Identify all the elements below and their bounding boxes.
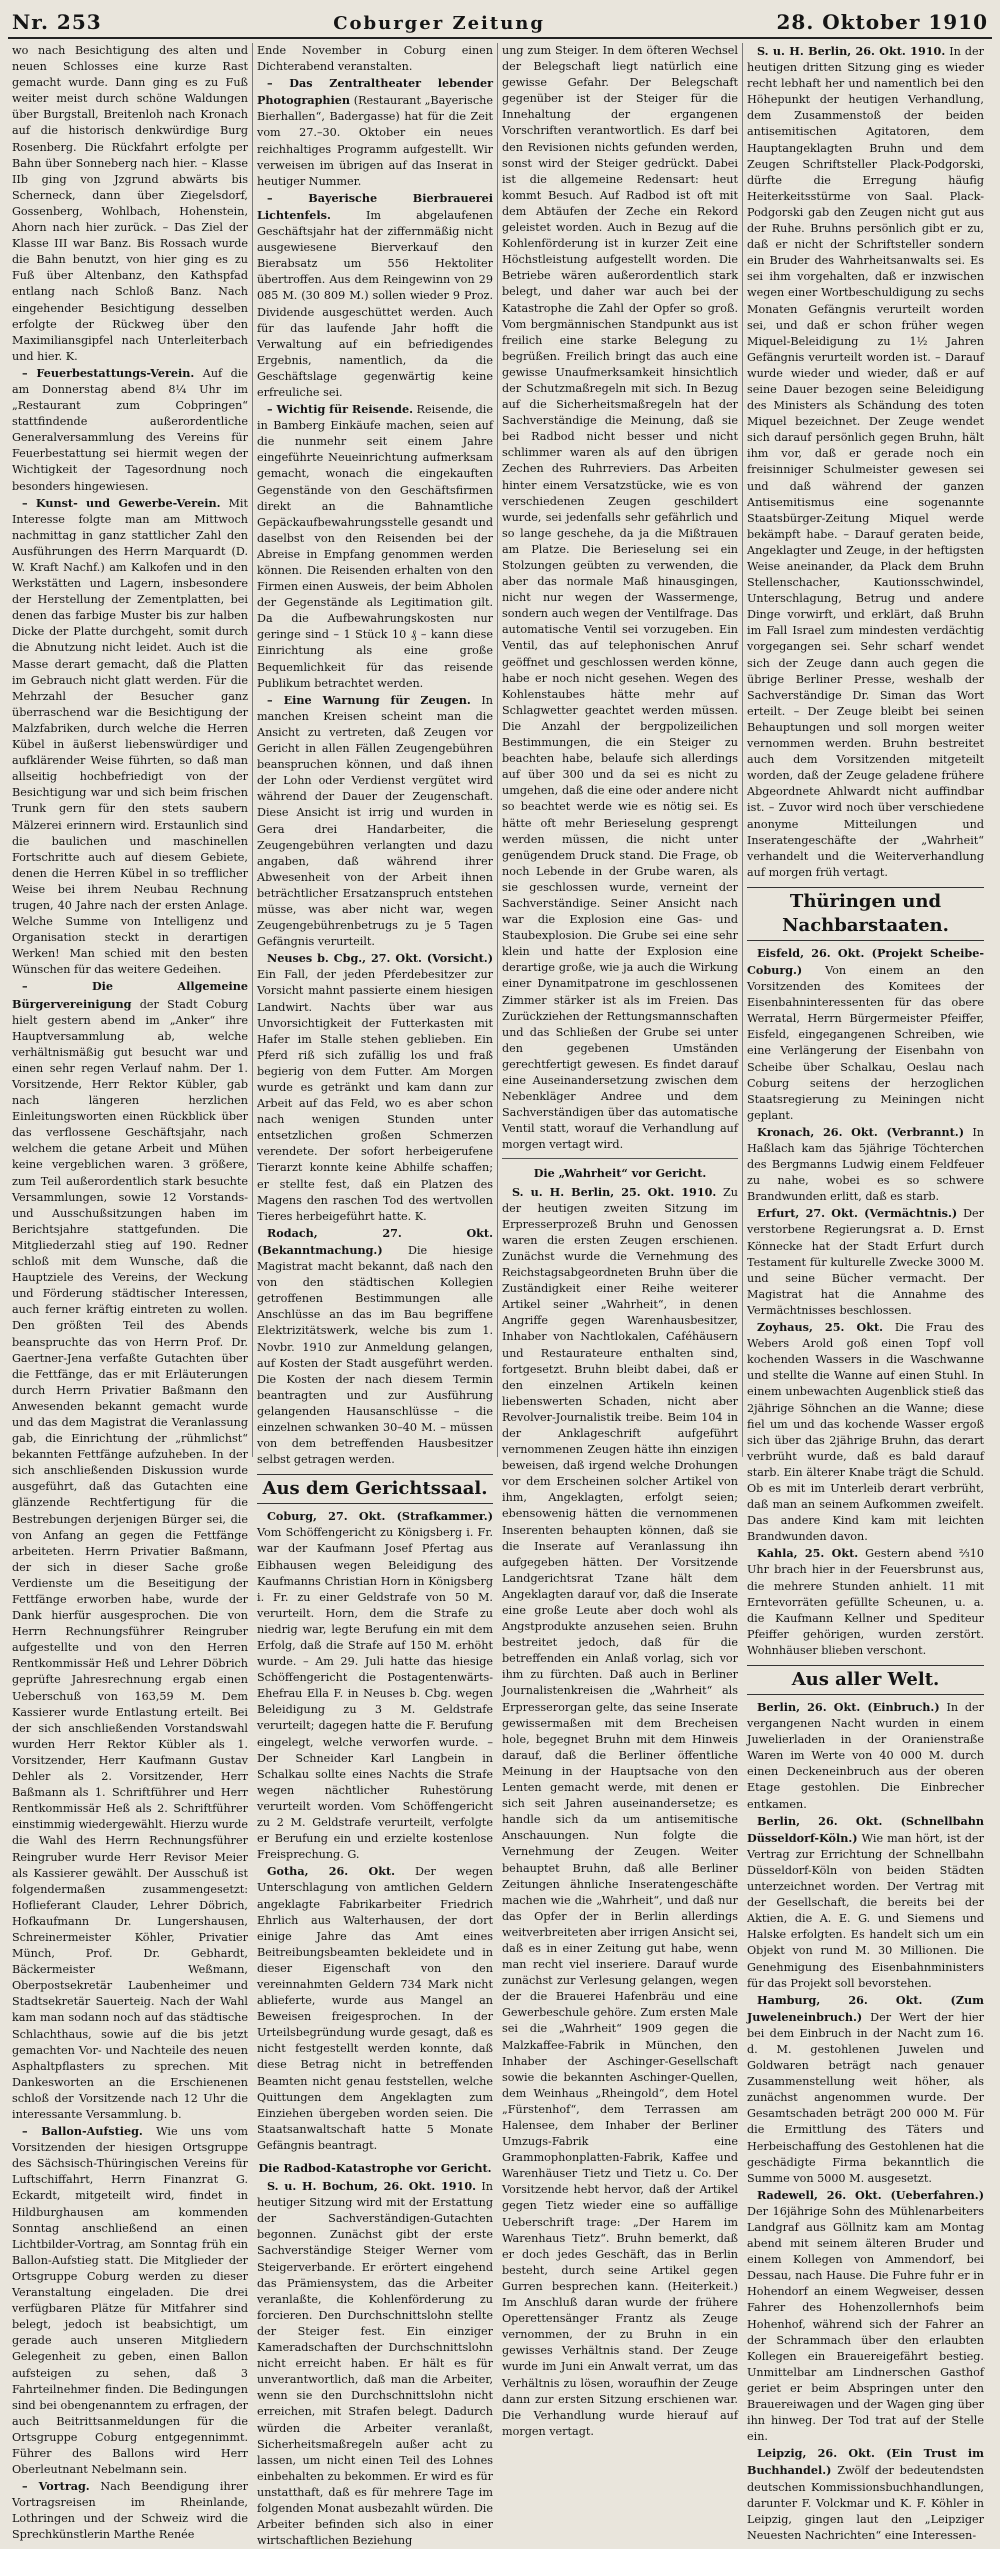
article-heading: – Kunst- und Gewerbe-Verein. [22, 495, 221, 510]
article-heading: Berlin, 26. Okt. (Schnellbahn Düsseldorf-Köln.) [747, 1813, 984, 1845]
article-text: Der 16jährige Sohn des Mühlenarbeiters Landgraf aus Göllnitz kam am Montag abend mit seinem älteren Bruder und einem Kollegen von Ammendorf, bei Dessau, nach Hause. Die Fuhre fuhr er in Hohendorf an einem Wegweiser, dessen Fahrer des Hohenzollernhofs beim Hohenhof, während sich der Fahrer an der Schrammach über den erlaubten Kollegen ein Brauereigefährt bestieg. Unmittelbar am Lindnerschen Gasthof geriet er beim Abspringen unter den Brauereiwagen und der Wagen ging über ihn hinweg. Der Tod trat auf der Stelle ein. [747, 2204, 984, 2444]
article-heading: Kahla, 25. Okt. [757, 1546, 859, 1561]
article-text: Reisende, die in Bamberg Einkäufe machen, seien auf die nunmehr seit einem Jahre eingeführte Neueinrichtung aufmerksam gemacht, wonach die eingekauften Gegenstände von den Geschäftsfirmen direkt an die Bahnamtliche Gepäckaufbewahrungsstelle gesandt und daselbst von den Reisenden bei der Abreise in Empfang genommen werden können. Die Reisenden erhalten von den Firmen einen Ausweis, der beim Abholen der Gegenstände als Legitimation gilt. Da die Aufbewahrungskosten nur geringe sind – 1 Stück 10 ₰ – kann diese Einrichtung als eine große Bequemlichkeit für das reisende Publikum betrachtet werden. [257, 403, 493, 690]
article-text: In heutiger Sitzung wird mit der Erstattung der Sachverständigen-Gutachten begonnen. Zunächst gibt der erste Sachverständige Steiger Werner vom Steigerverbande. Er erörtert eingehend das Prämiensystem, das die Arbeiter veranlaßte, die Kohlenförderung zu forcieren. Den Durchschnittslohn stellte der Steiger fest. Ein einziger Kameradschaften der Durchschnittslohn nicht erreicht haben. Er hält es für unverantwortlich, daß man die Arbeiter, wenn sie den Durchschnittslohn nicht erreichen, mit Strafen belegt. Dadurch würden die Arbeiter veranlaßt, Sicherheitsmaßregeln außer acht zu lassen, um nicht einen Teil des Lohnes einbehalten zu bekommen. Er wird es für unstatthaft, daß es für mehrere Tage im folgenden Monat ausbezahlt würden. Die Arbeiter befinden sich also in einer wirtschaftlichen Beziehung [257, 2180, 493, 2548]
article-text: Der verstorbene Regierungsrat a. D. Ernst Könnecke hat der Stadt Erfurt durch Testament für kulturelle Zwecke 3000 M. und seine Bücher vermacht. Der Magistrat hat die Annahme des Vermächtnisses beschlossen. [747, 1207, 985, 1317]
column-3 [498, 43, 743, 2438]
article-heading: Zoyhaus, 25. Okt. [757, 1320, 884, 1335]
article-heading: Hamburg, 26. Okt. (Zum Juweleneinbruch.) [747, 1992, 984, 2024]
masthead [8, 6, 992, 39]
article-heading: – Wichtig für Reisende. [267, 402, 413, 417]
columns [8, 43, 992, 2548]
article-text: Der wegen Unterschlagung von amtlichen Geldern angeklagte Fabrikarbeiter Friedrich Ehrlich aus Walterhausen, der dort einige Jahre das Amt eines Beitreibungsbeamten bekleidete und in dieser Eigenschaft von den vereinnahmten Geldern 734 Mark nicht ablieferte, wurde aus Mangel an Beweisen freigesprochen. In der Urteilsbegründung wurde gesagt, daß es nicht festgestellt werden konnte, daß diese Betrag nicht in betreffenden Beamten nicht genau feststellen, welche Quittungen dem Angeklagten zum Einziehen übergeben worden seien. Die Staatsanwaltschaft hatte 5 Monate Gefängnis beantragt. [257, 1865, 493, 2152]
article-heading: Neuses b. Cbg., 27. Okt. (Vorsicht.) [267, 951, 493, 966]
article-text: In der heutigen dritten Sitzung ging es wieder recht lebhaft her und namentlich bei den Höhepunkt der heutigen Verhandlung, dem Zusammenstoß der beiden antisemitischen Agitatoren, dem Hauptangeklagten Bruhn und dem Zeugen Schriftsteller Plack-Podgorski, dürfte die Erregung häufig Heiterkeitsstürme von Saal. Plack-Podgorski gab den Zeugen nicht gut aus der Ruhe. Bruhns persönlich gibt er zu, daß er nicht der Schriftsteller sondern ein Bruder des Wahrheitsanwalts sei. Es sei ihm vorgehalten, daß er inzwischen wegen einer Wortbeschuldigung zu sechs Monaten Gefängnis verurteilt worden sei, und daß er schon früher wegen Miquel-Beleidigung zu 1½ Jahren Gefängnis verurteilt worden ist. – Darauf wurde wieder und wieder, daß er auf seine Dauer bezogen seine Beleidigung des Ministers als Schändung des toten Miquel bezeichnet. Der Zeuge wendet sich darauf persönlich gegen Bruhn, hält ihm vor, daß er gerade noch ein freisinniger Schulmeister gewesen sei und daß während der ganzen Antisemitismus eine sogenannte Staatsbürger-Zeitung Miquel werde bekämpft habe. – Darauf geraten beide, Angeklagter und Zeuge, in der heftigsten Weise aneinander, da Plack dem Bruhn Stellenschacher, Kautionsschwindel, Unterschlagung, Betrug und andere Dinge vorwirft, und erklärt, daß Bruhn im Fall Israel zum mindesten verdächtig vorgegangen sei. Sehr scharf wendet sich der Zeuge dann auch gegen die übrige Berliner Presse, weshalb der Sachverständige Dr. Siman das Wort erteilt. – Der Zeuge bleibt bei seinen Behauptungen und soll morgen weiter vernommen werden. Bruhn bestreitet auch dem Vorsitzenden mitgeteilt worden, daß der Zeuge geladene frühere Abgeordnete Ahlwardt nicht auffindbar ist. – Zuvor wird noch über verschiedene anonyme Mitteilungen und Inseratengeschäfte der „Wahrheit“ verhandelt und die Weiterverhandlung auf morgen früh vertagt. [747, 45, 984, 879]
divider [502, 1158, 738, 1159]
newspaper-title: Coburger Zeitung [333, 13, 545, 34]
article-text: Ein Fall, der jeden Pferdebesitzer zur Vorsicht mahnt passierte einem hiesigen Landwirt. Nachts über war aus Unvorsichtigkeit der Futterkasten mit Hafer im Stalle stehen geblieben. Ein Pferd riß sich zufällig los und fraß begierig von dem Futter. Am Morgen wurde es getränkt und kam dann zur Arbeit auf das Feld, wo es aber schon nach wenigen Stunden unter entsetzlichen großen Schmerzen verendete. Der sofort herbeigerufene Tierarzt konnte keine Abhilfe schaffen; er stellte fest, daß ein Platzen des Magens den raschen Tod des wertvollen Tieres herbeigeführt hatte. K. [257, 968, 493, 1223]
subsection-heading: Die Radbod-Katastrophe vor Gericht. [258, 2161, 492, 2175]
article-heading: – Ballon-Aufstieg. [22, 2124, 143, 2139]
section-heading-world: Aus aller Welt. [747, 1665, 984, 1695]
column-2 [253, 43, 498, 2548]
article-text: Die hiesige Magistrat macht bekannt, daß nach den von den städtischen Kollegien getroffenen Bestimmungen alle Anschlüsse an das im Bau begriffene Elektrizitätswerk, welche bis zum 1. Novbr. 1910 zur Anmeldung gelangen, auf Kosten der Stadt ausgeführt werden. Die Kosten der nach diesem Termin beantragten und zur Ausführung gelangenden Hausanschlüsse – die einzelnen schwanken 30–40 M. – müssen von dem betreffenden Hausbesitzer selbst getragen werden. [257, 1243, 494, 1467]
article-text: Zu der heutigen zweiten Sitzung im Erpresserprozeß Bruhn und Genossen waren die ersten Zeugen erschienen. Zunächst wurde die Vernehmung des Reichstagsabgeordneten Bruhn über die Zuständigkeit einer Reihe weiterer Artikel seiner „Wahrheit“, in denen Angriffe gegen Warenhausbesitzer, Inhaber von Nachtlokalen, Caféhäusern und Restaurateure enthalten sind, fortgesetzt. Bruhn bleibt dabei, daß er den einzelnen Artikeln keinen liebenswerten Schaden, nicht aber Revolver-Journalistik treibe. Beim 104 in der Anklageschrift aufgeführt vernommenen Zeugen hätte ihn einzigen beweisen, daß irgend welche Drohungen vor dem Erscheinen solcher Artikel von ihm, Angeklagten, erfolgt seien; ebensowenig hätten die vernommenen Inserenten behaupten können, daß sie die Inserate auf Veranlassung ihn aufgegeben hätten. Der Vorsitzende Landgerichtsrat Tzane hält dem Angeklagten darauf vor, daß die Inserate eine große Leute aber doch wohl als Angstprodukte anzusehen seien. Bruhn bestreitet jedoch, daß für die betreffenden ein Anlaß vorlag, sich vor ihm zu fürchten. Daß auch in Berliner Journalistenkreisen die „Wahrheit“ als Erpresserorgan gelte, das seine Inserate gewissermaßen mit dem Brecheisen hole, begegnet Bruhn mit dem Hinweis darauf, daß die Berliner öffentliche Meinung in der Hauptsache von den Lenten gemacht werde, mit denen er sich seit Jahren auseinandersetze; es handle sich da um antisemitische Anschauungen. Nun folgte die Vernehmung der Zeugen. Weiter behauptet Bruhn, daß alle Berliner Zeitungen ähnliche Inseratengeschäfte machen wie die „Wahrheit“, und daß nur das Opfer der in Berlin allerdings weitverbreiteten aber irrigen Ansicht sei, daß es in einer Zeitung gut habe, wenn man recht viel inseriere. Darauf wurde zunächst zur Verlesung gelangen, wegen der die Brauerei Hafenbräu und eine Gewerbeschule gehöre. Zum ersten Male sei die „Wahrheit“ 1909 gegen die Malzkaffee-Fabrik in München, den Inhaber der Aschinger-Gesellschaft sowie die bekannten Aschinger-Quellen, dem Weinhaus „Rheingold“, dem Hotel „Fürstenhof“, dem Terrassen am Halensee, dem Inhaber der Berliner Umzugs-Fabrik eine Grammophonplatten-Fabrik, Kaffee und Warenhäuser Tietz und Tietz u. Co. Der Vorsitzende hebt hervor, daß der Artikel gegen Tietz wieder eine so auffällige Ueberschrift trage: „Der Harem im Warenhaus Tietz“. Bruhn bemerkt, daß er doch jedes Geschäft, das in Berlin besteht, durch seine Artikel gegen Gurren besprechen kann. (Heiterkeit.) Im Anschluß daran wurde der frühere Operettensänger Frantz als Zeuge vernommen, der zu Bruhn in ein gewisses Verhältnis stand. Der Zeuge wurde im Juni ein Anwalt verrat, um das Verhältnis zu lösen, woraufhin der Zeuge dann zur ersten Sitzung erschienen war. Die Verhandlung wurde hierauf auf morgen vertagt. [502, 1185, 738, 2438]
article-heading: Berlin, 26. Okt. (Einbruch.) [757, 1700, 940, 1714]
article-heading: – Feuerbestattungs-Verein. [22, 365, 195, 380]
issue-number: Nr. 253 [12, 10, 102, 34]
article-text: Nach Beendigung ihrer Vortragsreisen im Rheinlande, Lothringen und der Schweiz wird die Sprechkünstlerin Marthe Renée [12, 2480, 248, 2542]
section-heading-court: Aus dem Gerichtssaal. [257, 1474, 493, 1504]
column-4 [743, 43, 988, 2542]
article-text: Gestern abend ⅔10 Uhr brach hier in der Feuersbrunst aus, die mehrere Stunden anhielt. 11 mit Erntevorräten gefüllte Scheunen, u. a. die Kaufmann Kellner und Spediteur Pfeiffer gehörigen, wurden zerstört. Wohnhäuser blieben verschont. [747, 1547, 984, 1657]
article-heading: Rodach, 27. Okt. (Bekanntmachung.) [257, 1225, 493, 1257]
article-text: Von einem an den Vorsitzenden des Komitees der Eisenbahninteressenten für das obere Werratal, Herrn Bürgermeister Pfeiffer, Eisfeld, eingegangenen Schreiben, wie eine Verlängerung der Eisenbahn von Scheibe über Schalkau, Oeslau nach Coburg seitens der herzoglichen Staatsregierung zu Meiningen nicht geplant. [747, 963, 985, 1122]
article-text: Zwölf der bedeutendsten deutschen Kommissionsbuchhandlungen, darunter F. Volckmar und K. F. Köhler in Leipzig, gingen laut den „Leipziger Neuesten Nachrichten“ eine Interessen- [747, 2464, 984, 2542]
article-text: wo nach Besichtigung des alten und neuen Schlosses eine kurze Rast gemacht wurde. Dann ging es zu Fuß weiter meist durch schöne Waldungen über Burgstall, Breitenloh nach Kronach auf die historisch denkwürdige Burg Rosenberg. Die Rückfahrt erfolgte per Bahn über Sonneberg nach hier. – Klasse IIb ging von Jzgrund abwärts bis Scherneck, dann über Ziegelsdorf, Gossenberg, Wohlbach, Hohenstein, Ahorn nach hier zurück. – Das Ziel der Klasse III war Banz. Bis Rossach wurde die Bahn benutzt, von hier ging es zu Fuß über Altenbanz, den Kathspfad entlang nach Schloß Banz. Nach eingehender Besichtigung desselben erfolgte der Rückweg über den Maximiliansgipfel nach Unterleiterbach und hier. K. [12, 44, 248, 363]
article-text: (Restaurant „Bayerische Bierhallen“, Badergasse) hat für die Zeit vom 27.–30. Oktober ein neues reichhaltiges Programm aufgestellt. Wir verweisen im übrigen auf das Inserat in heutiger Nummer. [257, 94, 493, 188]
article-heading: Coburg, 27. Okt. (Strafkammer.) [267, 1509, 493, 1524]
article-text: Im abgelaufenen Geschäftsjahr hat der ziffernmäßig nicht ausgewiesene Bierverkauf den Bierabsatz um 556 Hektoliter übertroffen. Aus dem Reingewinn von 29 085 M. (30 809 M.) sollen wieder 9 Proz. Dividende ausgeschüttet werden. Auch für das laufende Jahr hofft die Verwaltung auf ein befriedigendes Ergebnis, namentlich, da die Geschäftslage gegenwärtig keine erfreuliche sei. [257, 208, 493, 399]
article-dateline: S. u. H. Berlin, 25. Okt. 1910. [512, 1184, 717, 1199]
article-heading: Gotha, 26. Okt. [267, 1864, 396, 1879]
article-text: In manchen Kreisen scheint man die Ansicht zu vertreten, daß Zeugen vor Gericht in allen Fällen Zeugengebühren beanspruchen können, und daß ihnen der Lohn oder Verdienst vergütet wird während der Dauer der Zeugenschaft. Diese Ansicht ist irrig und wurden in Gera drei Handarbeiter, die Zeugengebühren verlangten und dazu angaben, daß während ihrer Abwesenheit von der Arbeit ihnen beträchtlicher Ersatzanspruch entstehen müsse, was aber nicht war, wegen Zeugengebührenbetrugs zu je 5 Tagen Gefängnis verurteilt. [257, 693, 493, 949]
column-1 [8, 43, 253, 2542]
article-text: Die Frau des Webers Arold goß einen Topf voll kochenden Wassers in die Waschwanne und stellte die Wanne auf einen Stuhl. In einem unbewachten Augenblick stieß das 2jährige Söhnchen an die Wanne; diese fiel um und das kochende Wasser ergoß sich über das 2jährige Bruhn, das derart verbrüht wurde, daß es bald darauf starb. Ein älterer Knabe trägt die Schuld. Ob es mit im Unterleib derart verbrüht, daß man an seinem Aufkommen zweifelt. Das andere Kind kam mit leichten Brandwunden davon. [747, 1321, 984, 1544]
article-dateline: S. u. H. Bochum, 26. Okt. 1910. [267, 2179, 477, 2194]
article-heading: Eisfeld, 26. Okt. (Projekt Scheibe-Coburg.) [747, 945, 984, 977]
article-text: In Haßlach kam das 5jährige Töchterchen des Bergmanns Ludwig einem Feldfeuer zu nahe, wobei es so schwere Brandwunden erlitt, daß es starb. [747, 1125, 984, 1204]
article-heading: Erfurt, 27. Okt. (Vermächtnis.) [757, 1206, 958, 1221]
article-dateline: S. u. H. Berlin, 26. Okt. 1910. [757, 44, 946, 58]
article-heading: Leipzig, 26. Okt. (Ein Trust im Buchhandel.) [747, 2446, 984, 2478]
article-text: Auf die am Donnerstag abend 8¼ Uhr im „Restaurant zum Cobpringen“ stattfindende außerordentliche Generalversammlung des Vereins für Feuerbestattung sei hiermit wegen der Wichtigkeit der Tagesordnung noch besonders hingewiesen. [12, 366, 248, 493]
article-text: Vom Schöffengericht zu Königsberg i. Fr. war der Kaufmann Josef Pfertag aus Eibhausen wegen Beleidigung des Kaufmanns Christian Horn in Königsberg i. Fr. zu einer Geldstrafe von 50 M. verurteilt. Horn, dem die Strafe zu niedrig war, legte Berufung ein mit dem Erfolg, daß die Strafe auf 150 M. erhöht wurde. – Am 29. Juli hatte das hiesige Schöffengericht die Postagentenwärts-Ehefrau Ella F. in Neuses b. Cbg. wegen Beleidigung zu 3 M. Geldstrafe verurteilt; dagegen hatte die F. Berufung eingelegt, welche verworfen wurde. – Der Schneider Karl Langbein in Schalkau sollte eines Nachts die Strafe wegen nächtlicher Ruhestörung verurteilt worden. Vom Schöffengericht zu 2 M. Geldstrafe verurteilt, verfolgte er Berufung ein und erzielte kostenlose Freisprechung. G. [257, 1526, 493, 1862]
article-text: Wie man hört, ist der Vertrag zur Errichtung der Schnellbahn Düsseldorf-Köln von beiden Städten unterzeichnet worden. Der Vertrag mit der Gesellschaft, die bereits bei der Aktien, die A. E. G. und Siemens und Halske erfolgten. Es handelt sich um ein Objekt von rund M. 30 Millionen. Die Genehmigung des Eisenbahnministers für das Projekt soll bevorstehen. [747, 1831, 985, 1990]
article-text: Wie uns vom Vorsitzenden der hiesigen Ortsgruppe des Sächsisch-Thüringischen Vereins für Luftschiffahrt, Herrn Finanzrat G. Eckardt, mitgeteilt wird, findet in Hildburghausen am kommenden Sonntag anschließend an einen Lichtbilder-Vortrag, am Sonntag früh ein Ballon-Aufstieg statt. Die Mitglieder der Ortsgruppe Coburg werden zu dieser Veranstaltung eingeladen. Die drei verfügbaren Plätze für Mitfahrer sind belegt, jedoch ist beabsichtigt, um gerade auch unseren Mitgliedern Gelegenheit zu geben, einen Ballon aufsteigen zu sehen, daß 3 Fahrteilnehmer finden. Die Bedingungen sind bei obengenanntem zu erfragen, der auch Beitrittsanmeldungen für die Ortsgruppe Coburg entgegennimmt. Führer des Ballons wird Herr Oberleutnant Nebelmann sein. [12, 2125, 248, 2477]
article-text: der Stadt Coburg hielt gestern abend im „Anker“ ihre Hauptversammlung ab, welche verhältnismäßig gut besucht war und einen sehr regen Verlauf nahm. Der 1. Vorsitzende, Herr Rektor Kübler, gab nach längeren herzlichen Einleitungsworten einen Rückblick über das verflossene Geschäftsjahr, nach welchem die getane Arbeit und Mühen keine vergeblichen waren. 3 größere, zum Teil außerordentlich stark besuchte Versammlungen, sowie 12 Vorstands- und Ausschußsitzungen haben im Berichtsjahre stattgefunden. Die Mitgliederzahl stieg auf 190. Redner schloß mit dem Wunsche, daß die Hauptziele des Vereins, der Weckung und Förderung städtischer Interessen, auch ferner kräftig eintreten zu wollen. Den größten Teil des Abends beanspruchte das von Herrn Prof. Dr. Gaertner-Jena verfaßte Gutachten über die Fettfänge, das er mit Erläuterungen durch Herrn Privatier Baßmann den Anwesenden bekannt gemacht wurde und das dem Magistrat die Veranlassung gab, die Einrichtung der „rühmlichst“ bekannten Fettfänge aufzuheben. In der sich anschließenden Diskussion wurde ausgeführt, daß das Gutachten eine glänzende Rechtfertigung für die Bestrebungen derjenigen Bürger sei, die von Anfang an gegen die Fettfänge arbeiteten. Herrn Privatier Baßmann, der sich in dieser Sache große Verdienste um die Beseitigung der Fettfänge erworben habe, wurde der Dank hierfür ausgesprochen. Die von Herrn Rechnungsführer Reingruber aufgestellte und von den Herren Rentkommissär Heß und Lehrer Döbrich geprüfte Jahresrechnung ergab einen Ueberschuß von 163,59 M. Dem Kassierer wurde Entlastung erteilt. Bei der sich anschließenden Vorstandswahl wurden Herr Rektor Kübler als 1. Vorsitzender, Herr Kaufmann Gustav Dehler als 2. Vorsitzender, Herr Baßmann als 1. Schriftführer und Herr Rentkommissär Heß als 2. Schriftführer einstimmig wiedergewählt. Hierzu wurde die Wahl des Herrn Rechnungsführer Reingruber wurde Herr Revisor Meier als Kassierer gewählt. Der Ausschuß ist folgendermaßen zusammengesetzt: Hoflieferant Clauder, Lehrer Döbrich, Hofkaufmann Dr. Lungershausen, Schreinermeister Köhler, Privatier Münch, Prof. Dr. Gebhardt, Bäckermeister Weßmann, Oberpostsekretär Laubenheimer und Stadtsekretär Sauerteig. Nach der Wahl kam man sodann noch auf das städtische Schlachthaus, sowie auf die bis jetzt gemachten Vor- und Nachteile des neuen Asphaltpflasters zu sprechen. Mit Dankesworten an die Erschienenen schloß der Vorsitzende nach 12 Uhr die interessante Versammlung. b. [12, 997, 248, 2121]
subsection-heading: Die „Wahrheit“ vor Gericht. [533, 1166, 707, 1181]
article-heading: – Eine Warnung für Zeugen. [267, 692, 471, 707]
article-text: In der vergangenen Nacht wurden in einem Juwelierladen in der Oranienstraße Waren im Werte von 40 000 M. durch einen Deckeneinbruch aus der oberen Etage gestohlen. Die Einbrecher entkamen. [747, 1701, 984, 1811]
issue-date: 28. Oktober 1910 [776, 10, 988, 34]
article-text: Der Wert der hier bei dem Einbruch in der Nacht zum 16. d. M. gestohlenen Juwelen und Goldwaren beträgt nach genauer Zusammenstellung weit höher, als zunächst angenommen wurde. Der Gesamtschaden beträgt 200 000 M. Für die Ermittlung des Täters und Herbeischaffung des Gestohlenen hat die geschädigte Firma bekanntlich die Summe von 5000 M. ausgesetzt. [747, 2010, 984, 2185]
article-heading: – Vortrag. [22, 2479, 90, 2494]
article-heading: – Bayerische Bierbrauerei Lichtenfels. [257, 190, 493, 222]
article-heading: Kronach, 26. Okt. (Verbrannt.) [757, 1124, 964, 1139]
article-text: Ende November in Coburg einen Dichterabend veranstalten. [257, 44, 493, 74]
article-heading: – Die Allgemeine Bürgervereinigung [12, 979, 248, 1011]
article-heading: – Das Zentraltheater lebender Photographien [257, 76, 493, 108]
article-text: Mit Interesse folgte man am Mittwoch nachmittag in ganz stattlicher Zahl den Ausführungen des Herrn Marquardt (D. W. Kraft Nachf.) am Kalkofen und in den Werkstätten und Lagern, insbesondere der Herstellung der Zementplatten, bei denen das farbige Muster bis zur halben Dicke der Platte durchgeht, somit durch die Abnutzung nicht leidet. Auch ist die Masse derart gemacht, daß die Platten im Gebrauch nicht glatt werden. Für die Mehrzahl der Besucher ganz überraschend war die Besichtigung der Malzfabriken, durch welche die Herren Kübel in äußerst liebenswürdiger und aufklärender Weise führten, so daß man allseitig hochbefriedigt von der Besichtigung war und sich beim frischen Trunk gern für den stets saubern Mälzerei erinnern wird. Erstaunlich sind die baulichen und maschinellen Fortschritte auch auf diesem Gebiete, denen die Herren Kübel in so trefflicher Weise bei ihrem Neubau Rechnung trugen, 40 Jahre nach der ersten Anlage. Welche Summe von Intelligenz und Organisation steckt in derartigen Werken! Man schied mit den besten Wünschen für das weitere Gedeihen. [12, 496, 248, 977]
section-heading-thuringia: Thüringen und Nachbarstaaten. [747, 887, 984, 941]
article-heading: Radewell, 26. Okt. (Ueberfahren.) [757, 2187, 984, 2202]
article-text: ung zum Steiger. In dem öfteren Wechsel der Belegschaft liegt natürlich eine gewisse Gefahr. Der Belegschaft gegenüber ist der Steiger für die Innehaltung der ergangenen Vorschriften verantwortlich. Es darf bei den Revisionen nichts gefunden werden, sonst wird der Steiger gedrückt. Dabei ist die allgemeine Redensart: heut kommt Besuch. Auf Radbod ist oft mit dem Abtäufen der Zeche ein Rekord geleistet worden. Auch in Bezug auf die Kohlenförderung ist in kurzer Zeit eine Höchstleistung aufgestellt worden. Die Betriebe wären außerordentlich stark belegt, und daher war auch bei der Katastrophe die Zahl der Opfer so groß. Vom bergmännischen Standpunkt aus ist freilich eine starke Belegung zu begrüßen. Freilich bringt das auch eine gewisse Unaufmerksamkeit hinsichtlich der Schutzmaßregeln mit sich. In Bezug auf die Sicherheitsmaßregeln hat der Sachverständige die Meinung, daß sie bei Radbod nicht besser und nicht schlimmer waren als auf den übrigen Zechen des Ruhrreviers. Das Arbeiten hinter einem Versatzstücke, wie es von verschiedenen Zeugen geschildert wurde, sei jedenfalls sehr gefährlich und so lange geschehe, da ja die Mißtrauen am Platze. Die Berieselung sei ein Stolzungen geübten zu verwenden, die aber das normale Maß hinausgingen, nicht nur wegen der Wassermenge, sondern auch wegen der Ventilfrage. Das automatische Ventil sei vorzugeben. Ein Ventil, das auf telephonischen Anruf geöffnet und geschlossen werden könne, habe er noch nicht gesehen. Wegen des Kohlenstaubes hätte mehr auf Schlagwetter geachtet werden müssen. Die Anzahl der bergpolizeilichen Bestimmungen, die ein Steiger zu beachten habe, belaufe sich allerdings auf über 300 und da sei es nicht zu umgehen, daß die eine oder andere nicht so beachtet werde wie es nötig sei. Es hätte oft mehr Berieselung gesprengt werden müssen, die nicht unter genügendem Druck stand. Die Frage, ob noch Lebende in der Grube waren, als sie geschlossen wurde, verneint der Sachverständige. Seiner Ansicht nach war die Explosion eine Gas- und Staubexplosion. Die Grube sei eine sehr klein und hatte der Explosion eine derartige große, wie ja auch die Wirkung einer Dynamitpatrone im geschlossenen Zimmer stärker ist als im Freien. Das Zurückziehen der Rettungsmannschaften und das Schließen der Grube sei unter den gegebenen Umständen gerechtfertigt gewesen. Es findet darauf eine Auseinandersetzung zwischen dem Nebenkläger Andree und dem Sachverständigen über das automatische Ventil statt, worauf die Verhandlung auf morgen vertagt wird. [502, 44, 738, 1152]
